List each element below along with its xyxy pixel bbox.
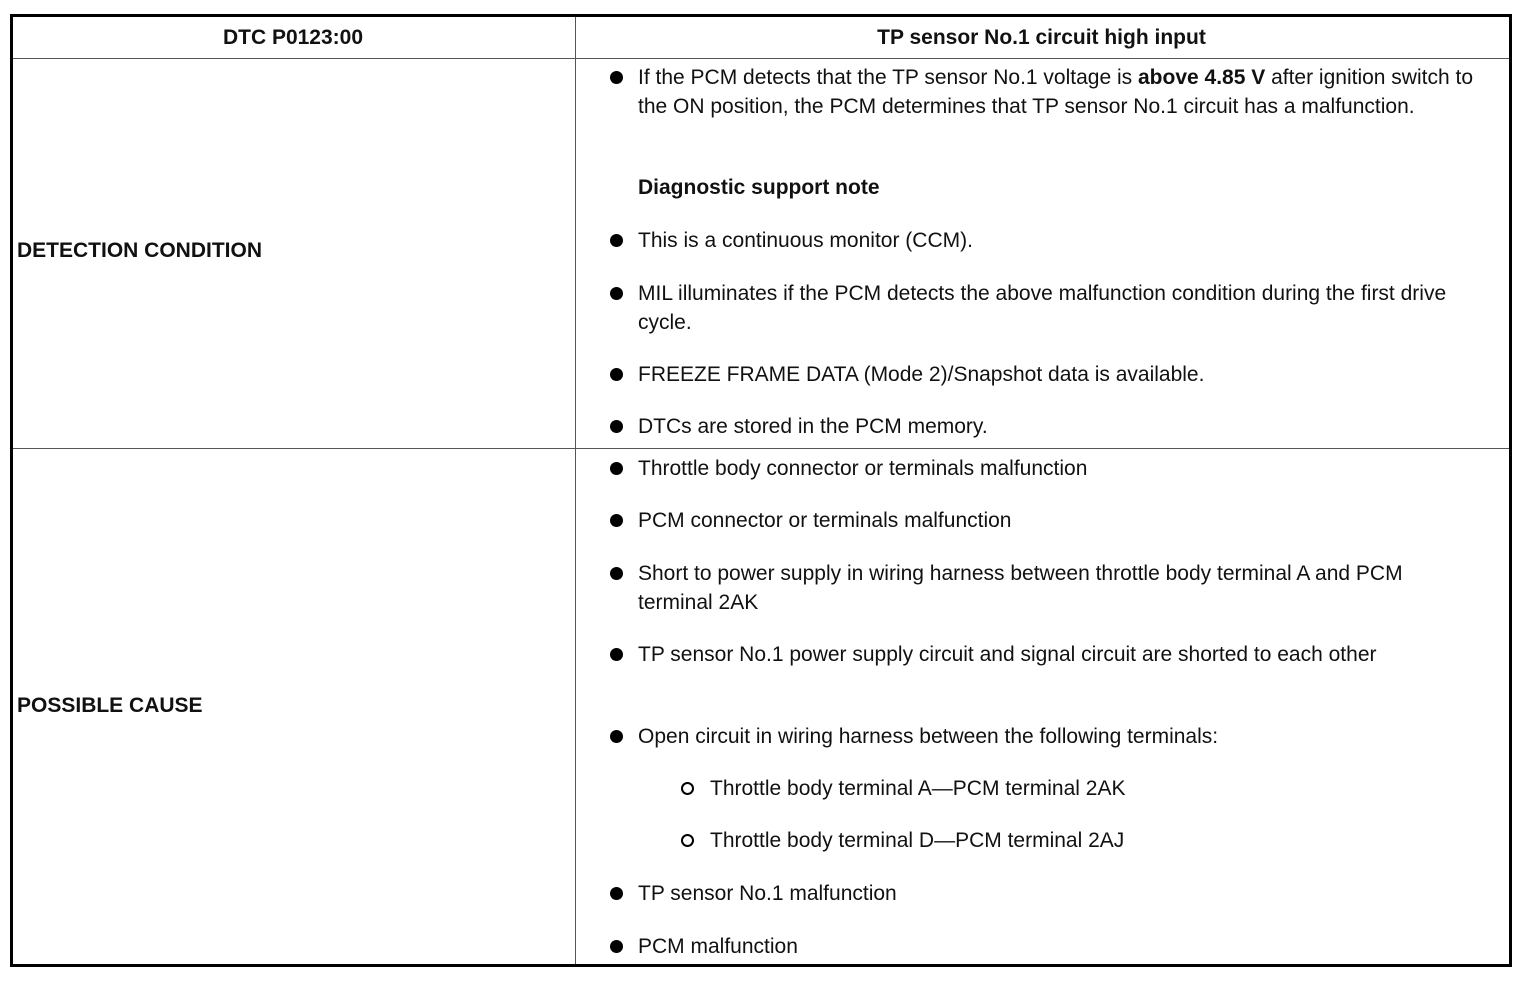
cause-item: Throttle body connector or terminals malfunction <box>638 457 1088 480</box>
diagnostic-support-note-heading: Diagnostic support note <box>638 176 880 199</box>
hollow-bullet-icon <box>681 782 694 795</box>
bullet-icon <box>610 287 623 300</box>
possible-cause-label: POSSIBLE CAUSE <box>17 694 203 717</box>
dtc-code-header: DTC P0123:00 <box>222 25 364 49</box>
cause-subitem: Throttle body terminal A—PCM terminal 2AK <box>710 777 1126 800</box>
detection-item: This is a continuous monitor (CCM). <box>638 229 973 252</box>
detection-item: DTCs are stored in the PCM memory. <box>638 415 988 438</box>
hollow-bullet-icon <box>681 834 694 847</box>
dtc-title-header: TP sensor No.1 circuit high input <box>877 25 1206 49</box>
cause-item: Open circuit in wiring harness between the following terminals: <box>638 725 1219 748</box>
cause-item: TP sensor No.1 malfunction <box>638 882 897 905</box>
cause-item: PCM malfunction <box>638 935 798 958</box>
bullet-icon <box>610 462 623 475</box>
bullet-icon <box>610 730 623 743</box>
detection-item: FREEZE FRAME DATA (Mode 2)/Snapshot data is available. <box>638 363 1205 386</box>
cause-item: PCM connector or terminals malfunction <box>638 509 1012 532</box>
bullet-icon <box>610 514 623 527</box>
column-divider <box>575 17 576 964</box>
bullet-icon <box>610 567 623 580</box>
bullet-icon <box>610 71 623 84</box>
detection-condition-label: DETECTION CONDITION <box>17 239 262 262</box>
dtc-table <box>10 14 1512 967</box>
bullet-icon <box>610 368 623 381</box>
detection-item-voltage: If the PCM detects that the TP sensor No.1 voltage is above 4.85 V after ignition switch to the ON position, the PCM determines that TP sensor No.1 circuit has a malfunction. <box>638 66 1473 118</box>
detection-item: MIL illuminates if the PCM detects the above malfunction condition during the first drive cycle. <box>638 282 1447 334</box>
bullet-icon <box>610 940 623 953</box>
cause-subitem: Throttle body terminal D—PCM terminal 2AJ <box>710 829 1125 852</box>
bullet-icon <box>610 648 623 661</box>
bullet-icon <box>610 234 623 247</box>
cause-item: TP sensor No.1 power supply circuit and signal circuit are shorted to each other <box>638 643 1377 666</box>
bullet-icon <box>610 887 623 900</box>
row-divider <box>13 448 1509 449</box>
cause-item: Short to power supply in wiring harness between throttle body terminal A and PCM terminal 2AK <box>638 562 1403 614</box>
bullet-icon <box>610 420 623 433</box>
header-divider <box>13 58 1509 59</box>
